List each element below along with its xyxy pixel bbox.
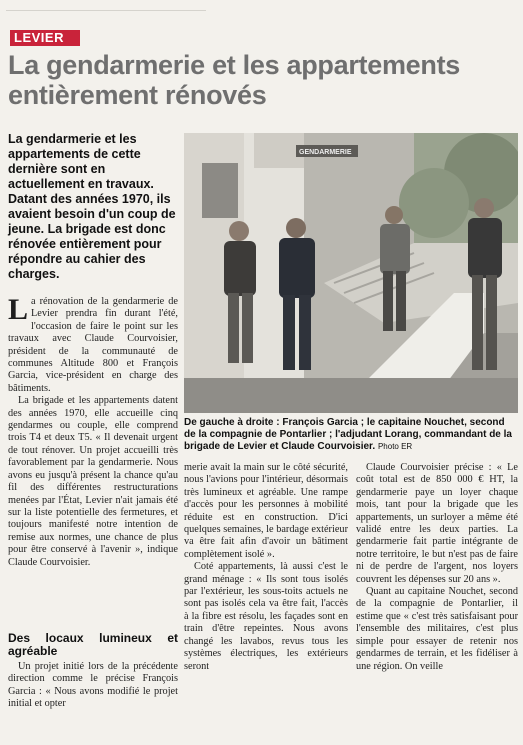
article-photo bbox=[184, 133, 518, 413]
subheading: Des locaux lumineux et agréable bbox=[8, 632, 178, 658]
body-paragraph-6: Claude Courvoisier précise : « Le coût total est de 850 000 € HT, la gendarmerie paye un loyer chaque mois, tant pour la brigade que les appartements, un surloyer a même été validé entre les deux parties. La gendarmerie fait partie intégrante de notre territoire, le but n'est pas de faire ni de perdre de l'argent, nos loyers couvrent les dépenses sur 20 ans ». bbox=[356, 462, 518, 585]
section-label: LEVIER bbox=[10, 30, 80, 46]
photo-illustration bbox=[184, 133, 518, 413]
drop-cap: L bbox=[8, 296, 29, 326]
headline: La gendarmerie et les appartements entièrement rénovés bbox=[8, 50, 460, 110]
photo-credit: Photo ER bbox=[377, 442, 413, 451]
body-paragraph-5: Coté appartements, là aussi c'est le grand ménage : « Ils sont tous isolés par l'extérieur, les sous-toits actuels ne sont pas isolés cela va être fait, l'accès à la fibre est résolu, les façades sont en train d'être repeintes. Nous avons changé les lavabos, revus tous les systèmes électriques, les extérieurs seront bbox=[184, 561, 348, 672]
article-column-3 bbox=[356, 462, 518, 745]
caption-text: De gauche à droite : François Garcia ; le capitaine Nouchet, second de la compagnie de Pontarlier ; l'adjudant Lorang, commandant de la brigade de Levier et Claude Courvoisier. bbox=[184, 417, 512, 452]
body-paragraph-2: La brigade et les appartements datent des années 1970, elle accueille cinq gendarmes ou couple, elle comprend trois T4 et deux T5. « Il devenait urgent de tout rénover. Un projet accueilli très favorablement par la gendarmerie. Nous avons eu jusqu'à présent la chance qu'au fil des différentes restructurations menées par l'État, Levier n'ait jamais été sur la liste potentielle des fermetures, et toujours manifesté notre intention de remise aux normes, une chance de plus pour être conservé à l'avenir », indique Claude Courvoisier. bbox=[8, 395, 178, 568]
gendarmerie-sign: GENDARMERIE bbox=[299, 149, 352, 156]
top-rule bbox=[6, 10, 206, 11]
body-paragraph-1: La rénovation de la gendarmerie de Levier prendra fin durant l'été, l'occasion de faire le point sur les travaux avec Claude Courvoisier, président de la communauté de communes Altitude 800 et François Garcia, vice-président en charge des bâtiments. bbox=[8, 296, 178, 394]
article-column-2 bbox=[184, 462, 348, 745]
article-column-1-bottom bbox=[8, 632, 178, 745]
body-paragraph-4: merie avait la main sur le côté sécurité, nous l'avions pour l'intérieur, désormais très lumineux et agréable. Une rampe d'accès pour les personnes à mobilité réduite est en construction. D'ici quelques semaines, le bardage extérieur va être fait afin d'avoir un bâtiment complètement isolé ». bbox=[184, 462, 348, 560]
photo-caption bbox=[184, 417, 518, 453]
body-paragraph-3: Un projet initié lors de la précédente direction comme le précise François Garcia : « Nous avons modifié le projet initial et opter bbox=[8, 661, 178, 710]
lead-paragraph: La gendarmerie et les appartements de cette dernière sont en actuellement en travaux. Datant des années 1970, ils avaient besoin d'un coup de jeune. La brigade est donc rénovée entièrement pour répondre au cahier des charges. bbox=[8, 132, 176, 281]
body-paragraph-7: Quant au capitaine Nouchet, second de la compagnie de Pontarlier, il estime que « c'est très satisfaisant pour l'ensemble des militaires, c'est plus simple pour essayer de retenir nos gendarmes de terrain, et les fidéliser à une région. On veille bbox=[356, 586, 518, 672]
article-column-1 bbox=[8, 296, 178, 636]
